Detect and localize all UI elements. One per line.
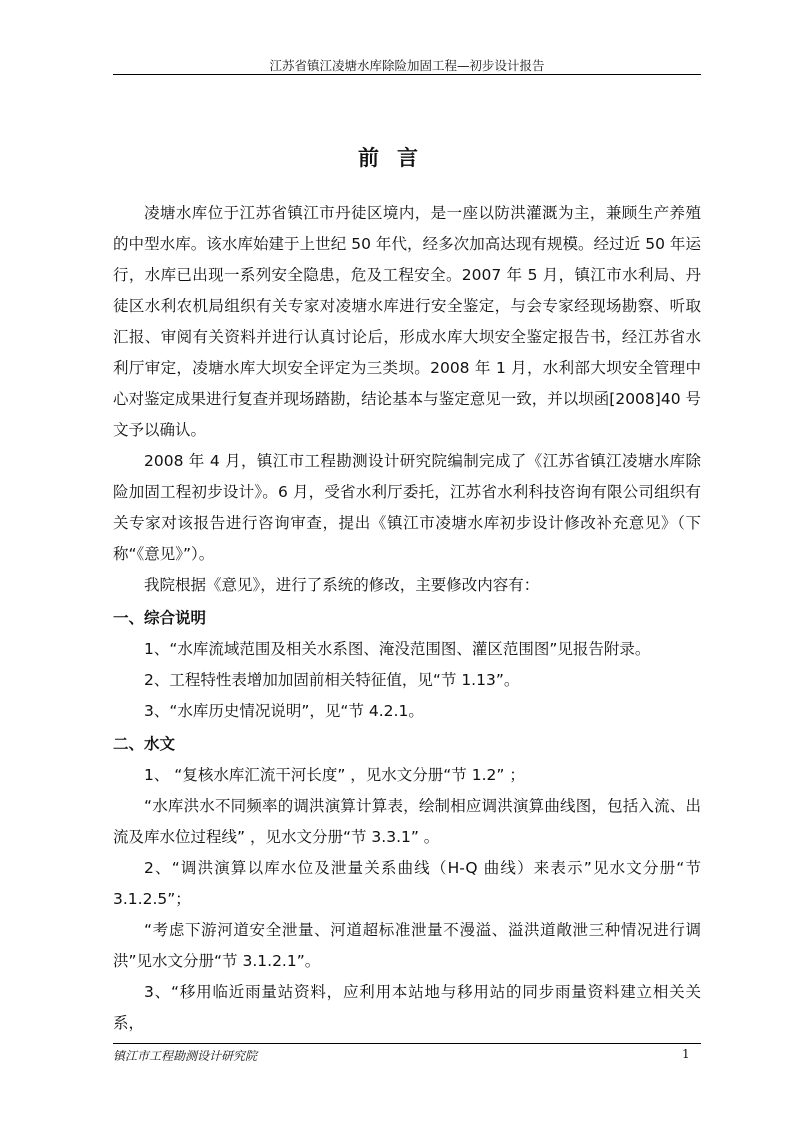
list-item: 3、“移用临近雨量站资料，应利用本站地与移用站的同步雨量资料建立相关关系， (113, 983, 701, 1032)
header-rule (113, 74, 701, 75)
running-header: 江苏省镇江凌塘水库除险加固工程—初步设计报告 (269, 58, 545, 73)
list-item: 3、“水库历史情况说明”，见“节 4.2.1。 (144, 702, 424, 720)
paragraph-2: 2008 年 4 月，镇江市工程勘测设计研究院编制完成了《江苏省镇江凌塘水库除险加固工程初步设计》。6 月，受省水利厅委托，江苏省水利科技咨询有限公司组织有关专家对该报告进行咨询审查，提出《镇江市凌塘水库初步设计修改补充意见》（下称“《意见》”）。 (113, 452, 701, 563)
document-body (113, 198, 701, 1039)
list-item: 2、工程特性表增加加固前相关特征值，见“节 1.13”。 (144, 671, 520, 689)
section-heading-2: 二、水文 (113, 735, 176, 753)
paragraph-1: 凌塘水库位于江苏省镇江市丹徒区境内，是一座以防洪灌溉为主，兼顾生产养殖的中型水库。该水库始建于上世纪 50 年代，经多次加高达现有规模。经过近 50 年运行，水库已出现一系列安全隐患，危及工程安全。2007 年 5 月，镇江市水利局、丹徒区水利农机局组织有关专家对凌塘水库进行安全鉴定，与会专家经现场勘察、听取汇报、审阅有关资料并进行认真讨论后，形成水库大坝安全鉴定报告书，经江苏省水利厅审定，凌塘水库大坝安全评定为三类坝。2008 年 1 月，水利部大坝安全管理中心对鉴定成果进行复查并现场踏勘，结论基本与鉴定意见一致，并以坝函[2008]40 号文予以确认。 (113, 204, 701, 439)
list-item: 1、 “复核水库汇流干河长度” ，见水文分册“节 1.2” ； (144, 766, 525, 784)
footer-rule (113, 1043, 701, 1044)
page-number: 1 (682, 1047, 690, 1061)
list-item: “水库洪水不同频率的调洪演算计算表，绘制相应调洪演算曲线图，包括入流、出流及库水位过程线” ，见水文分册“节 3.3.1” 。 (113, 797, 701, 846)
list-item: 2、“调洪演算以库水位及泄量关系曲线（H-Q 曲线）来表示”见水文分册“节 3.1.2.5”； (113, 859, 701, 908)
page-title: 前言 (358, 146, 436, 170)
footer-organization: 镇江市工程勘测设计研究院 (113, 1049, 258, 1063)
paragraph-3: 我院根据《意见》，进行了系统的修改，主要修改内容有： (144, 576, 540, 594)
list-item: “考虑下游河道安全泄量、河道超标准泄量不漫溢、溢洪道敞泄三种情况进行调洪”见水文分册“节 3.1.2.1”。 (113, 921, 701, 970)
list-item: 1、“水库流域范围及相关水系图、淹没范围图、灌区范围图”见报告附录。 (144, 640, 651, 658)
section-heading-1: 一、综合说明 (113, 609, 207, 627)
